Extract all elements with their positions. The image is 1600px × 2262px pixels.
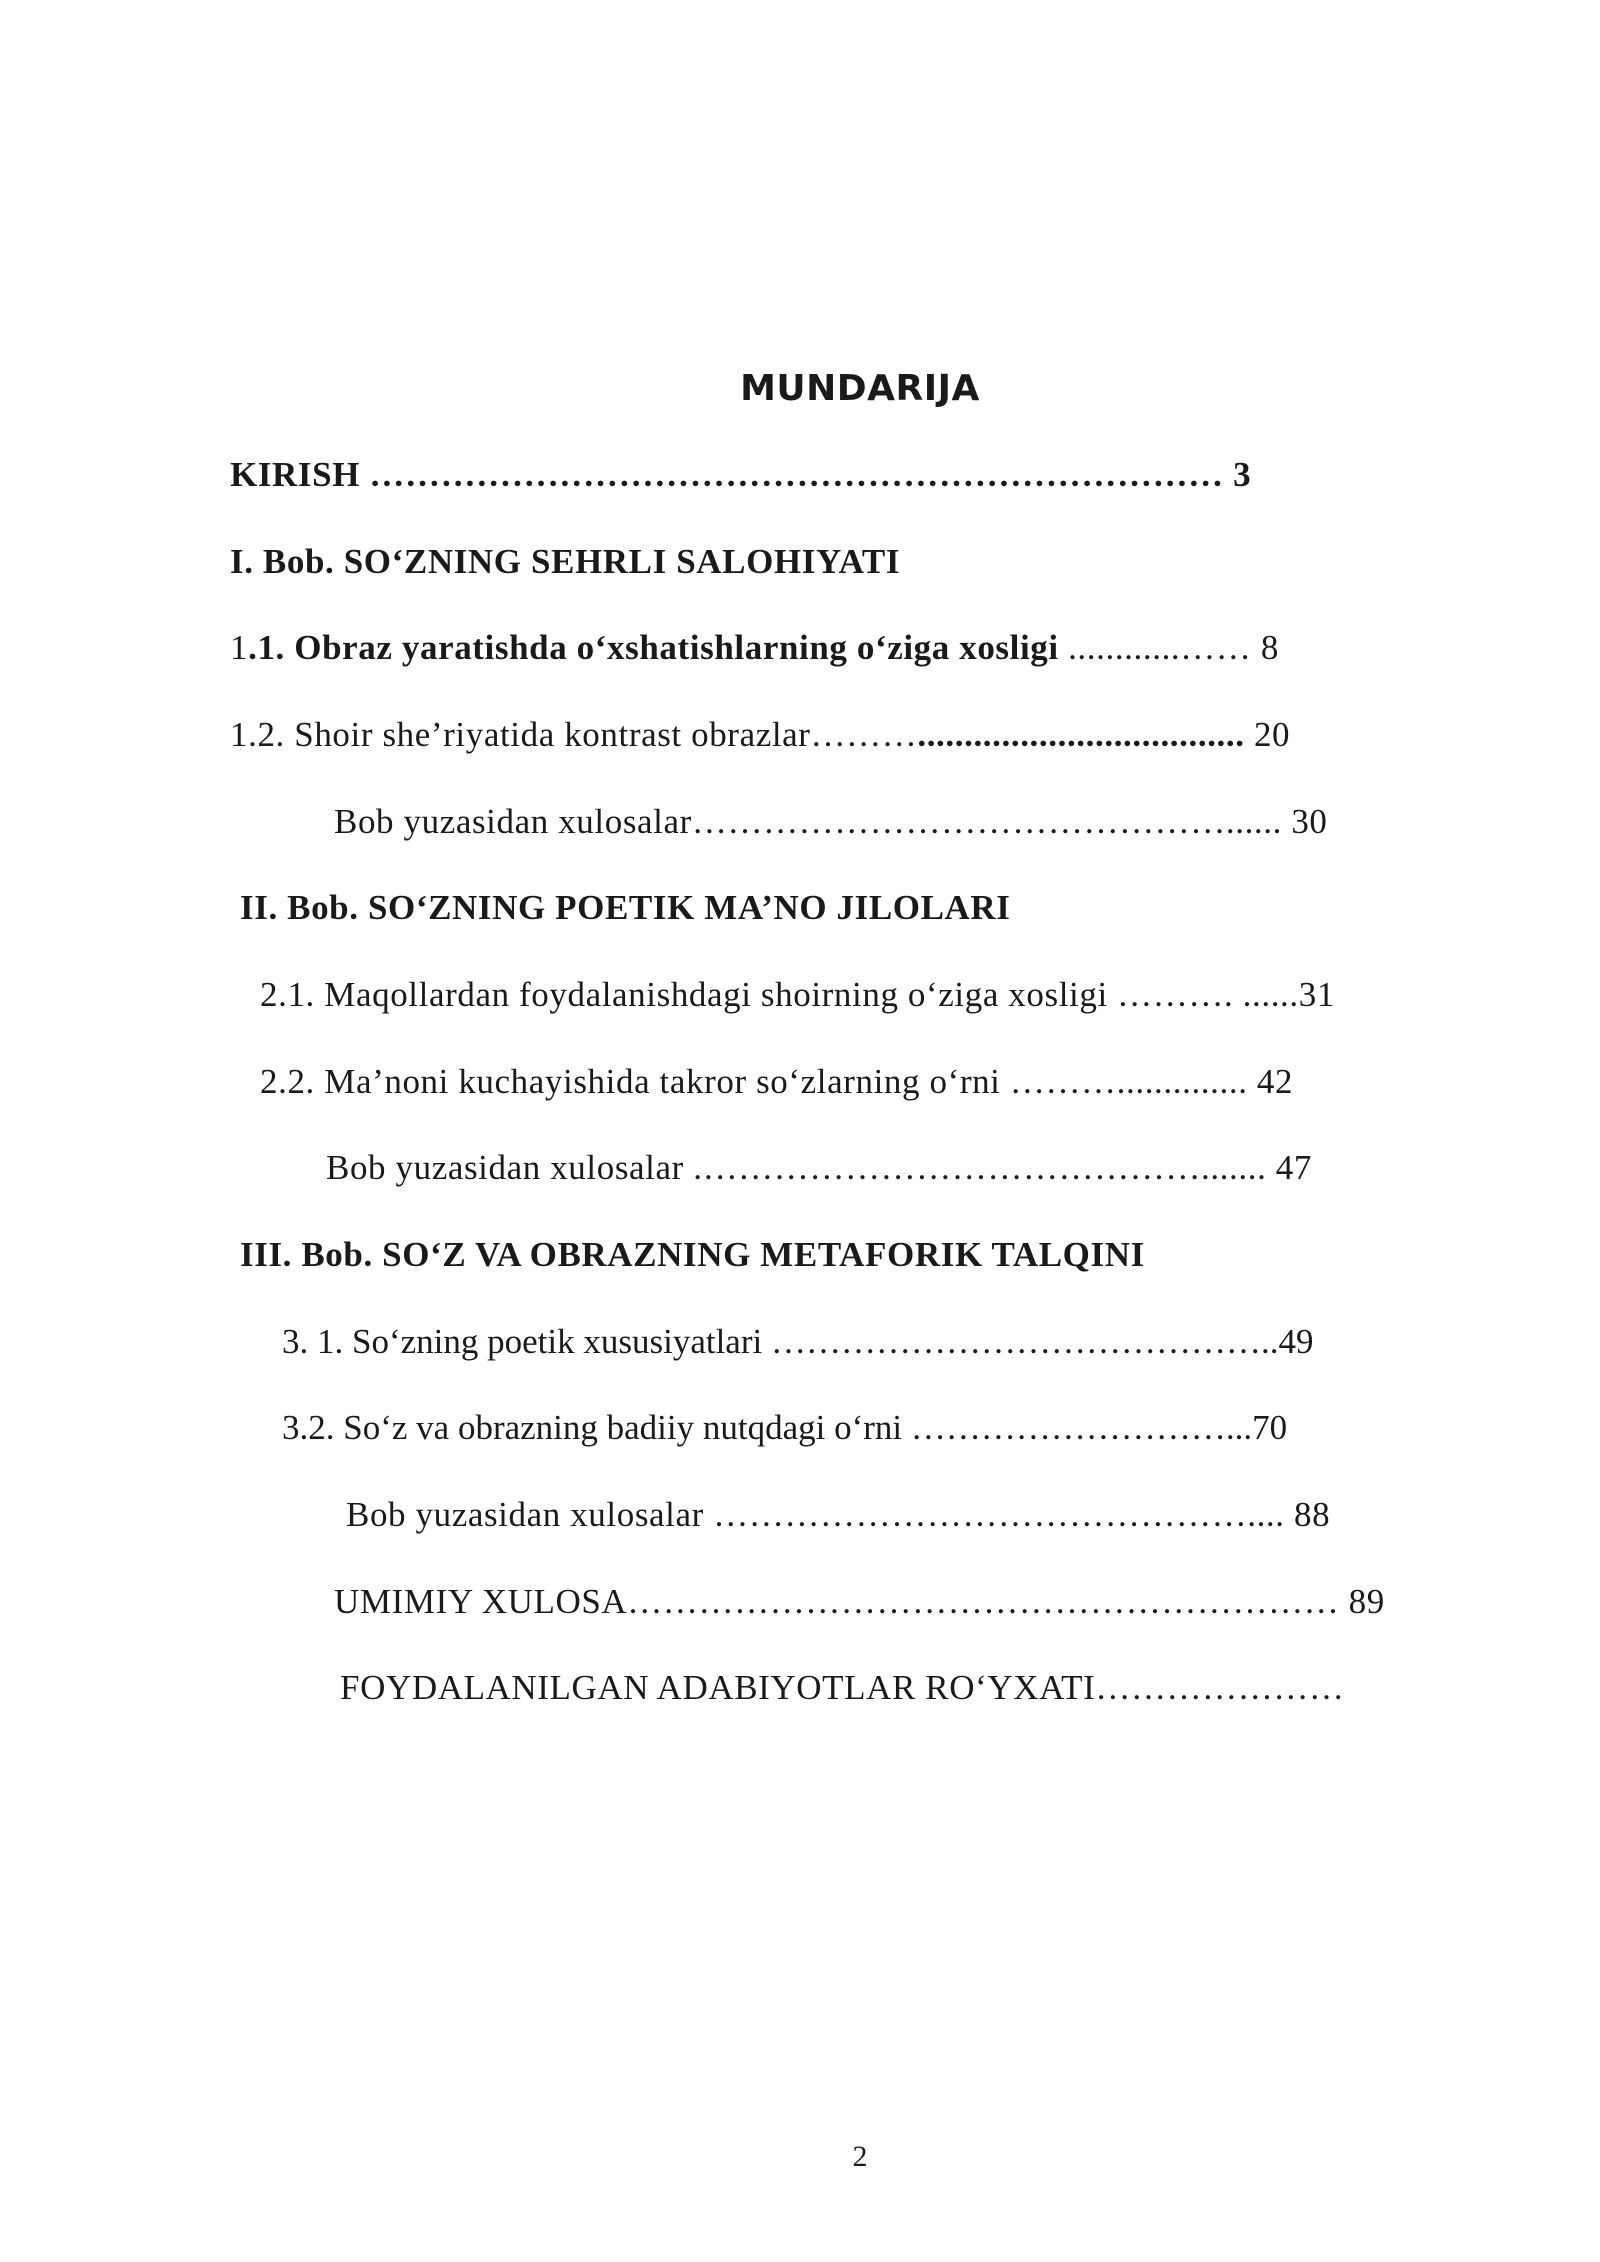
toc-entry-adabiyotlar: FOYDALANILGAN ADABIYOTLAR RO‘YXATI…………………	[340, 1668, 1345, 1707]
toc-entry-chapter-3-summary: Bob yuzasidan xulosalar ……………………………………….... 88	[346, 1495, 1331, 1534]
toc-entry-1-1	[230, 628, 1279, 668]
toc-entry-umumiy-xulosa: UMIMIY XULOSA…………………………………………………… 89	[334, 1582, 1385, 1621]
toc-entry-1-2-page: 20	[1244, 715, 1291, 754]
toc-entry-kirish: KIRISH ……………………………………………………………… 3	[230, 455, 1252, 494]
toc-entry-1-1-page: ............…… 8	[1058, 628, 1279, 667]
page-number: 2	[852, 2140, 868, 2173]
toc-title: MUNDARIJA	[740, 368, 980, 409]
toc-entry-chapter-1-summary: Bob yuzasidan xulosalar………………………………………...... 30	[334, 802, 1328, 841]
toc-entry-2-1: 2.1. Maqollardan foydalanishdagi shoirning o‘ziga xosligi ………. ......31	[260, 975, 1335, 1014]
toc-chapter-3-heading: III. Bob. SO‘Z VA OBRAZNING METAFORIK TALQINI	[240, 1235, 1145, 1274]
toc-entry-3-2: 3.2. So‘z va obrazning badiiy nutqdagi o‘rni ………………………...70	[282, 1408, 1288, 1447]
toc-entry-2-2: 2.2. Ma’noni kuchayishida takror so‘zlarning o‘rni ……….............. 42	[260, 1062, 1294, 1101]
toc-entry-1-2-dots: ...................................	[917, 715, 1245, 754]
toc-entry-3-1: 3. 1. So‘zning poetik xususiyatlari ……………………………………..49	[282, 1322, 1314, 1361]
toc-entry-1-1-prefix: 1	[230, 628, 249, 667]
toc-entry-1-1-title: .1. Obraz yaratishda o‘xshatishlarning o‘ziga xosligi	[248, 628, 1059, 667]
toc-chapter-1-heading: I. Bob. SO‘ZNING SEHRLI SALOHIYATI	[230, 542, 901, 581]
toc-chapter-2-heading: II. Bob. SO‘ZNING POETIK MA’NO JILOLARI	[240, 888, 1011, 927]
toc-entry-1-2	[230, 715, 1290, 755]
toc-entry-chapter-2-summary: Bob yuzasidan xulosalar .……………………………………....... 47	[326, 1148, 1312, 1187]
toc-entry-1-2-title: 1.2. Shoir she’riyatida kontrast obrazlar………	[230, 715, 918, 754]
